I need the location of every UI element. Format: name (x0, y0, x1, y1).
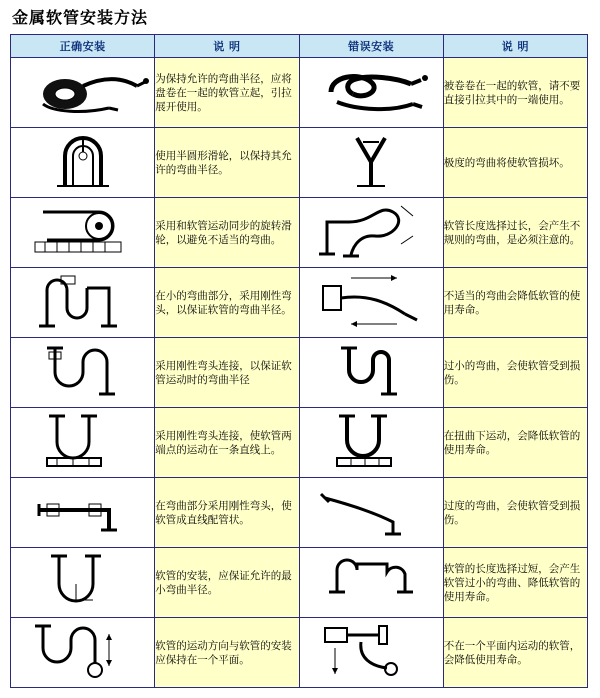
row-desc: 软管的安装，应保证允许的最小弯曲半径。 (155, 548, 299, 618)
page-title: 金属软管安装方法 (12, 8, 149, 27)
table-body (11, 58, 588, 688)
coiled-hose-pulled-icon (299, 58, 443, 128)
row-desc: 采用和软管运动同步的旋转滑轮，以避免不适当的弯曲。 (155, 198, 299, 268)
column-header-correct-install: 正确安装 (11, 35, 155, 58)
row-desc: 被卷卷在一起的软管，请不要直接引拉其中的一端使用。 (443, 58, 587, 128)
row-desc: 使用半圆形滑轮，以保持其允许的弯曲半径。 (155, 128, 299, 198)
rigid-elbow-connection-icon (11, 338, 155, 408)
row-desc: 采用刚性弯头连接，使软管两端点的运动在一条直线上。 (155, 408, 299, 478)
table-row (11, 478, 588, 548)
table-row (11, 128, 588, 198)
row-desc: 软管的运动方向与软管的安装应保持在一个平面。 (155, 618, 299, 688)
too-long-small-bend-icon (299, 548, 443, 618)
semicircular-sheave-icon (11, 128, 155, 198)
installation-methods-table (10, 34, 588, 688)
table-header (11, 35, 588, 58)
table-row (11, 268, 588, 338)
out-of-plane-motion-icon (299, 618, 443, 688)
row-desc: 软管长度选择过长，会产生不规则的弯曲，是必须注意的。 (443, 198, 587, 268)
row-desc: 软管的长度选择过短，会产生软管过小的弯曲、降低软管的使用寿命。 (443, 548, 587, 618)
min-bend-radius-u-icon (11, 548, 155, 618)
row-desc: 不适当的弯曲会降低软管的使用寿命。 (443, 268, 587, 338)
table-row (11, 198, 588, 268)
long-hose-irregular-bend-icon (299, 198, 443, 268)
row-desc: 在弯曲部分采用刚性弯头，使软管成直线配管状。 (155, 478, 299, 548)
same-plane-motion-icon (11, 618, 155, 688)
row-desc: 在扭曲下运动，会降低软管的使用寿命。 (443, 408, 587, 478)
excessive-bend-elbow-icon (299, 478, 443, 548)
too-small-bend-radius-icon (299, 338, 443, 408)
row-desc: 极度的弯曲将使软管损坏。 (443, 128, 587, 198)
u-bend-straight-line-icon (11, 408, 155, 478)
row-desc: 在小的弯曲部分，采用刚性弯头，以保证软管的弯曲半径。 (155, 268, 299, 338)
row-desc: 不在一个平面内运动的软管，会降低使用寿命。 (443, 618, 587, 688)
table-row (11, 618, 588, 688)
column-header-correct-desc: 说 明 (155, 35, 299, 58)
rigid-elbow-small-bend-icon (11, 268, 155, 338)
torsional-motion-u-icon (299, 408, 443, 478)
sharp-bend-sheave-icon (299, 128, 443, 198)
straight-pipe-elbow-icon (11, 478, 155, 548)
chain-rotating-sheave-icon (11, 198, 155, 268)
row-desc: 过度的弯曲，会使软管受到损伤。 (443, 478, 587, 548)
column-header-wrong-install: 错误安装 (299, 35, 443, 58)
row-desc: 过小的弯曲，会使软管受到损伤。 (443, 338, 587, 408)
row-desc: 采用刚性弯头连接，以保证软管运动时的弯曲半径 (155, 338, 299, 408)
row-desc: 为保持允许的弯曲半径，应将盘卷在一起的软管立起，引拉展开使用。 (155, 58, 299, 128)
column-header-wrong-desc: 说 明 (443, 35, 587, 58)
improper-bend-short-icon (299, 268, 443, 338)
table-row (11, 548, 588, 618)
table-row (11, 408, 588, 478)
table-row (11, 58, 588, 128)
coiled-hose-roll-icon (11, 58, 155, 128)
table-row (11, 338, 588, 408)
table-header-row (11, 35, 588, 58)
